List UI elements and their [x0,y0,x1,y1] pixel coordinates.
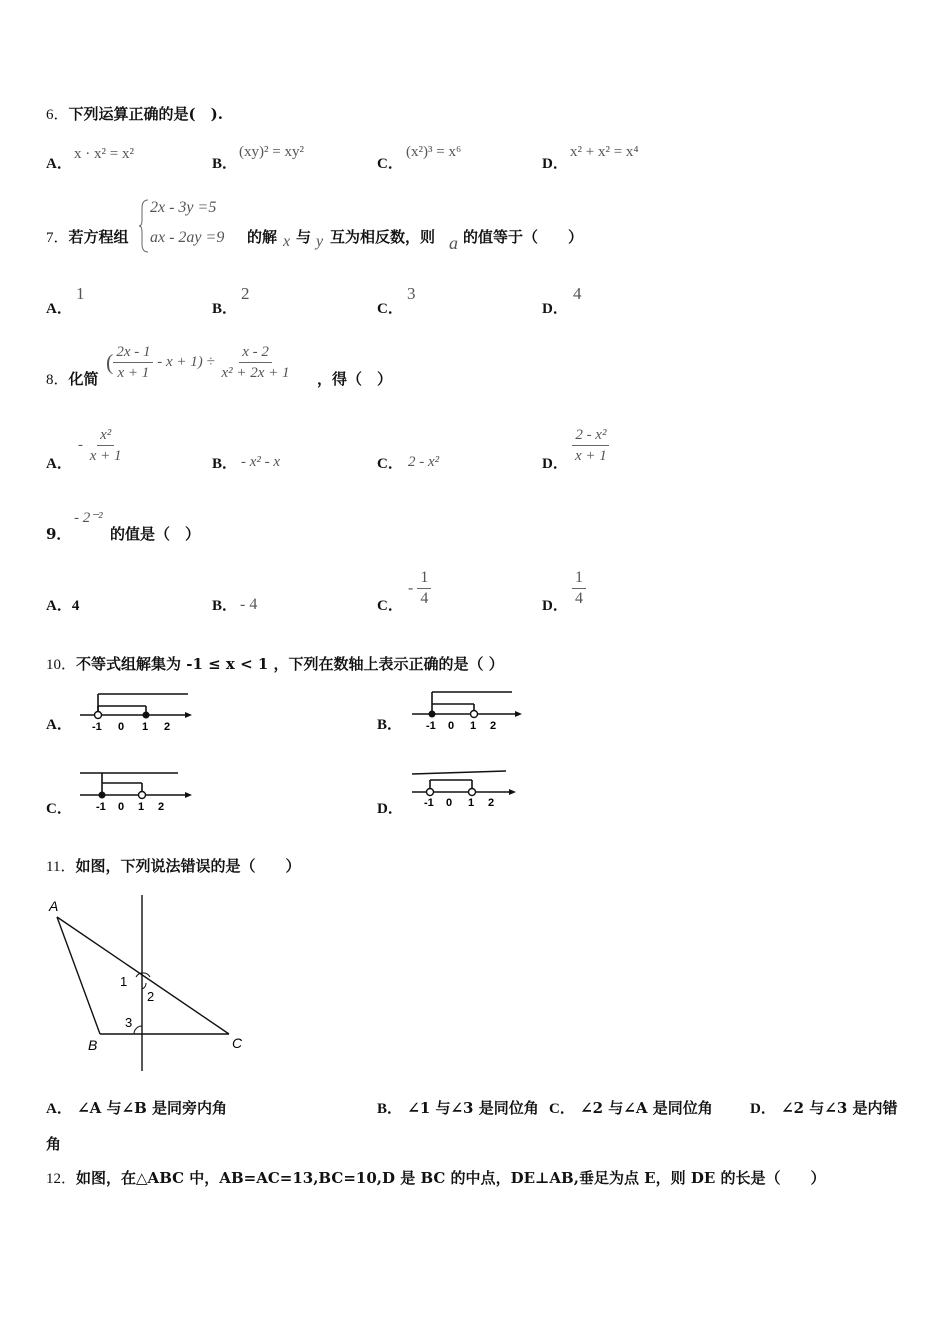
q7-option-c-value: 3 [407,284,416,303]
q8-option-b-expr: - x² - x [241,454,281,470]
q11-option-d[interactable]: D． ∠2 与∠3 是内错 [750,1099,898,1117]
q9-option-c[interactable]: C． [377,598,403,614]
q7-option-d[interactable]: D． [542,301,568,317]
q6-option-b-expr: (xy)² = xy² [239,144,304,160]
svg-text:1: 1 [138,801,145,813]
q6-option-c[interactable]: C． [377,156,403,172]
q9-option-d-expr: $\frac{1}{4}$ [572,568,586,609]
q9-stem: 的值是（ ） [110,525,201,543]
q11-stem: 11．如图，下列说法错误的是（ ） [46,857,301,875]
q6-stem: 6．下列运算正确的是( ). [46,105,223,123]
q8-option-a[interactable]: A． [46,456,72,472]
svg-text:1: 1 [120,974,128,989]
q7-equation-1: 2x - 3y =5 [150,199,217,216]
svg-text:A: A [49,898,59,914]
q8-option-a-expr: - $\frac{\text{x²}}{x + 1}$ [78,427,122,464]
q8-stem-b: ，得（ ） [317,370,393,388]
svg-text:-1: -1 [92,721,102,733]
q7-option-c[interactable]: C． [377,301,403,317]
q8-expression: ( $\frac{2x - 1}{x + 1}$ - x + 1) ÷ $\frac{x - 2}{\text{x² + 2x + 1}}$ [106,342,293,383]
q11-option-c[interactable]: C． ∠2 与∠A 是同位角 [549,1099,713,1117]
q10-option-a-numberline [76,686,196,736]
q7-stem: 7．若方程组 [46,228,129,246]
q8-mid: - x + 1) ÷ [157,353,215,370]
svg-text:0: 0 [118,721,125,733]
q12-stem: 12．如图，在△ABC 中，AB=AC=13,BC=10,D 是 BC 的中点，DE⊥AB,垂足为点 E，则 DE 的长是（ ） [46,1169,826,1187]
svg-text:0: 0 [118,801,125,813]
q8-option-b[interactable]: B． [212,456,238,472]
q6-option-a-expr: x · x² = x² [74,146,134,162]
q10-option-b[interactable]: B． [377,717,403,733]
q7-equation-2: ax - 2ay =9 [150,229,225,246]
q10-option-c-numberline [76,765,196,815]
q11-option-d-wrap: 角 [46,1135,62,1153]
q11-triangle-figure [40,893,270,1073]
svg-text:2: 2 [158,801,165,813]
q10-stem: 10．不等式组解集为 -1 ≤ x < 1 ，下列在数轴上表示正确的是（ ） [46,655,504,673]
svg-text:0: 0 [448,720,455,732]
q8-option-d-expr: $\frac{\text{2 - x²}}{x + 1}$ [572,425,610,466]
q8-frac1-num: 2x - 1 [113,342,153,363]
svg-text:0: 0 [446,797,453,809]
q11-option-a[interactable]: A． ∠A 与∠B 是同旁内角 [46,1099,227,1117]
q7-var-a: a [449,233,458,253]
q9-number: 9． [46,525,72,543]
q7-system-brace [138,198,150,254]
q9-option-b[interactable]: B． [212,598,238,614]
q8-option-c-expr: 2 - x² [408,454,440,470]
svg-text:-1: -1 [96,801,106,813]
q6-option-c-expr: (x²)³ = x⁶ [406,144,462,160]
q10-option-a[interactable]: A． [46,717,72,733]
q9-option-b-value: - 4 [240,596,258,613]
q6-option-b[interactable]: B． [212,156,238,172]
svg-text:1: 1 [142,721,149,733]
q9-option-d[interactable]: D． [542,598,568,614]
svg-text:C: C [232,1035,243,1051]
q8-frac1-den: x + 1 [117,365,150,381]
q7-option-a[interactable]: A． [46,301,72,317]
q7-stem-c: 与 [296,228,312,246]
q7-option-d-value: 4 [573,284,582,303]
svg-text:-1: -1 [424,797,434,809]
svg-text:2: 2 [164,721,171,733]
q9-option-c-expr: - $\frac{1}{4}$ [408,568,431,609]
q7-option-a-value: 1 [76,284,85,303]
q7-option-b-value: 2 [241,284,250,303]
q10-option-d[interactable]: D． [377,801,403,817]
q8-frac2-num: x - 2 [239,342,272,363]
svg-text:1: 1 [470,720,477,732]
svg-text:1: 1 [468,797,475,809]
q10-option-c[interactable]: C． [46,801,72,817]
svg-text:B: B [88,1037,98,1053]
q8-stem: 8．化简 [46,370,99,388]
q11-option-b[interactable]: B． ∠1 与∠3 是同位角 [377,1099,539,1117]
q6-option-d-expr: x² + x² = x⁴ [570,144,639,160]
q6-option-d[interactable]: D． [542,156,568,172]
q7-stem-d: 互为相反数，则 [330,228,436,246]
svg-text:2: 2 [488,797,495,809]
q7-var-y: y [316,233,324,250]
svg-text:2: 2 [147,989,155,1004]
svg-text:-1: -1 [426,720,436,732]
q7-stem-e: 的值等于（ ） [463,228,584,246]
svg-text:3: 3 [125,1015,133,1030]
q7-option-b[interactable]: B． [212,301,238,317]
q7-var-x: x [283,233,291,250]
q10-option-d-numberline [408,764,528,814]
q8-frac2-den: x² + 2x + 1 [221,365,290,381]
q10-option-b-numberline [408,684,528,734]
q9-expr: - 2⁻² [74,510,103,526]
q8-option-d[interactable]: D． [542,456,568,472]
q6-option-a[interactable]: A． [46,156,72,172]
q9-option-a[interactable]: A．4 [46,598,80,614]
q8-option-c[interactable]: C． [377,456,403,472]
q7-stem-b: 的解 [247,228,278,246]
svg-text:2: 2 [490,720,497,732]
